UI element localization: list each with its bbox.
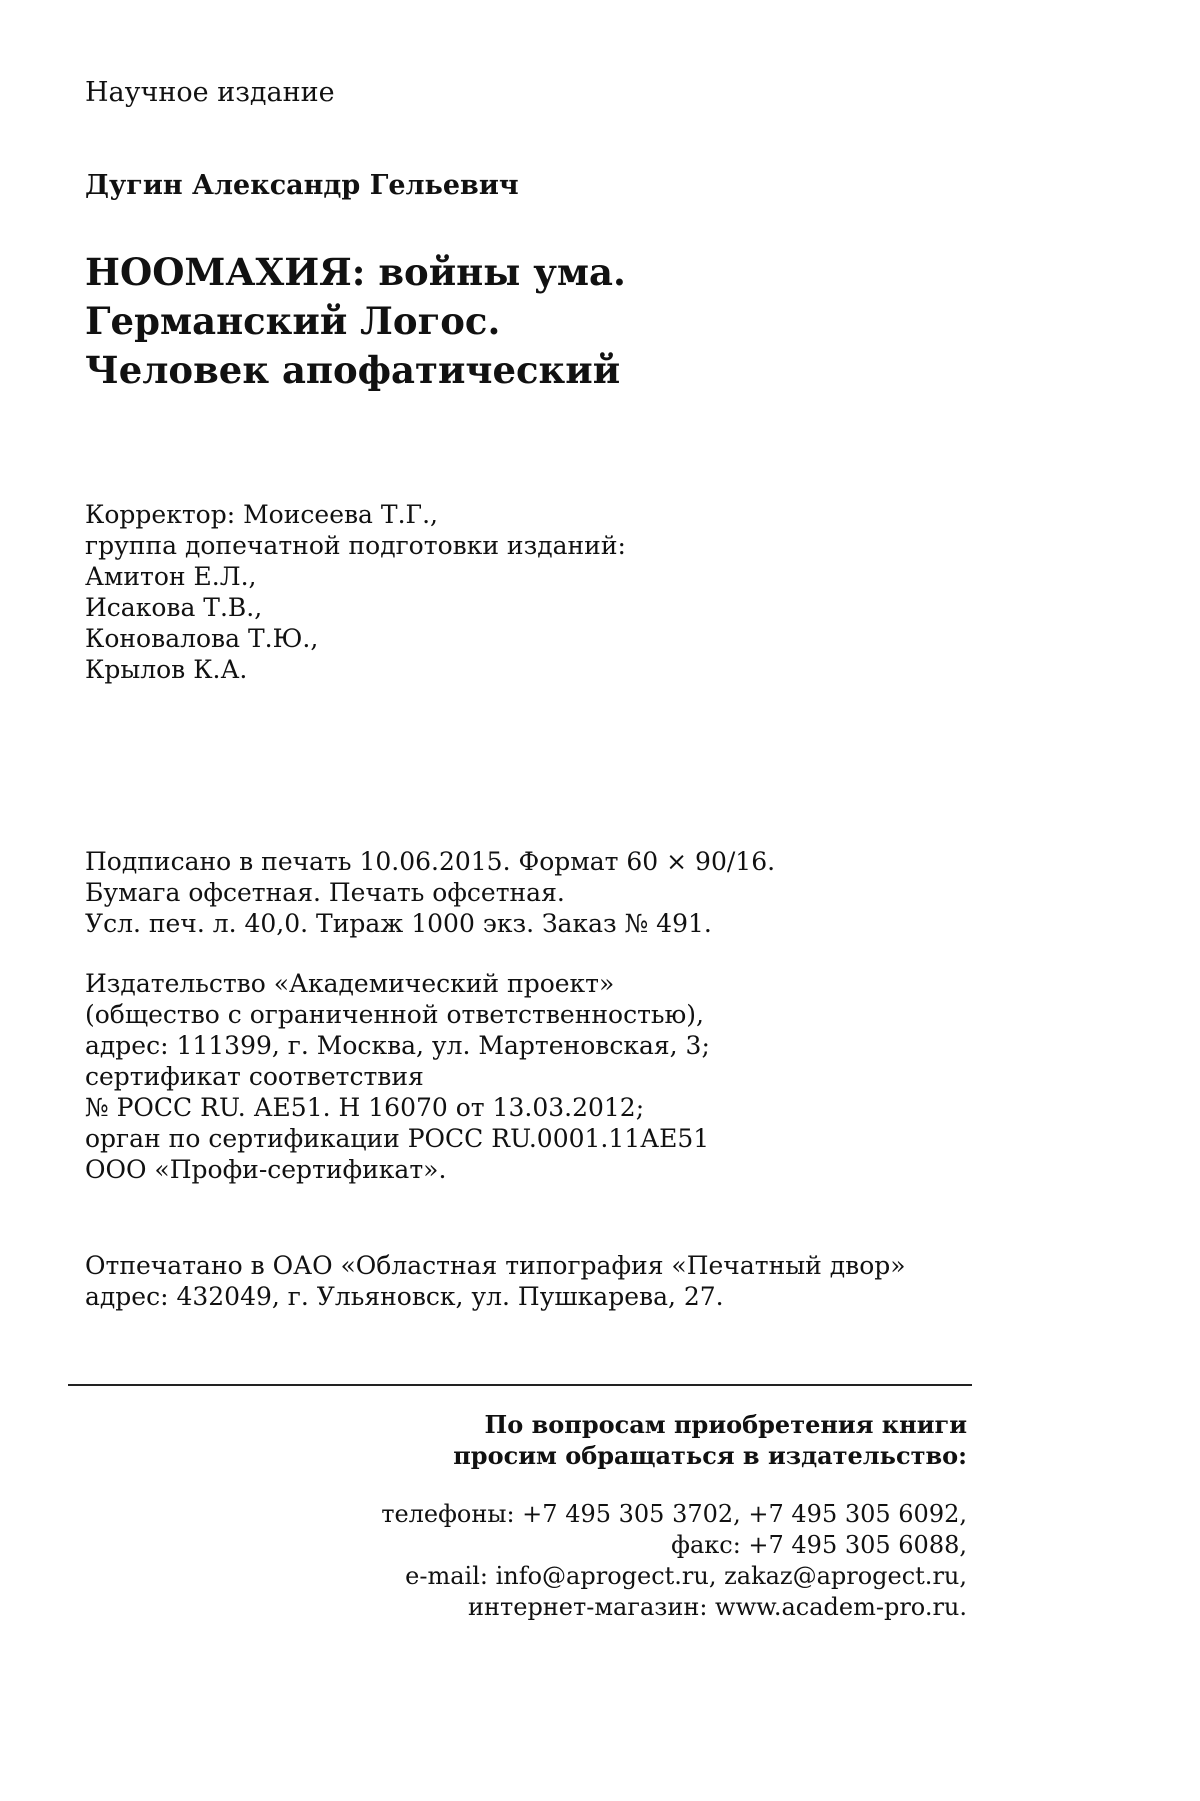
staff-credits [85, 499, 626, 685]
author-name: Дугин Александр Гельевич [85, 170, 519, 201]
staff-line: группа допечатной подготовки изданий: [85, 531, 626, 560]
title-line: Человек апофатический [85, 348, 621, 392]
publisher-line: орган по сертификации РОСС RU.0001.11АЕ51 [85, 1124, 710, 1153]
staff-line: Корректор: Моисеева Т.Г., [85, 500, 438, 529]
staff-line: Исакова Т.В., [85, 593, 263, 622]
inquiry-line: просим обращаться в издательство: [453, 1441, 967, 1470]
contact-line: e-mail: info@aprogect.ru, zakaz@aprogect.ru, [405, 1562, 967, 1590]
print-info-line: Бумага офсетная. Печать офсетная. [85, 878, 565, 907]
title-line: НООМАХИЯ: войны ума. [85, 250, 626, 294]
book-title [85, 248, 626, 395]
publisher-line: ООО «Профи-сертификат». [85, 1155, 447, 1184]
contact-line: факс: +7 495 305 6088, [671, 1531, 967, 1559]
print-info-line: Усл. печ. л. 40,0. Тираж 1000 экз. Заказ № 491. [85, 909, 712, 938]
staff-line: Крылов К.А. [85, 655, 248, 684]
publisher-line: Издательство «Академический проект» [85, 969, 615, 998]
publisher-contacts [381, 1499, 967, 1623]
contact-line: телефоны: +7 495 305 3702, +7 495 305 6092, [381, 1500, 967, 1528]
publisher-info [85, 968, 710, 1185]
staff-line: Амитон Е.Л., [85, 562, 257, 591]
printer-line: Отпечатано в ОАО «Областная типография «Печатный двор» [85, 1251, 906, 1280]
publisher-line: адрес: 111399, г. Москва, ул. Мартеновская, 3; [85, 1031, 710, 1060]
edition-type: Научное издание [85, 77, 335, 108]
inquiry-line: По вопросам приобретения книги [484, 1410, 967, 1439]
staff-line: Коновалова Т.Ю., [85, 624, 319, 653]
printer-line: адрес: 432049, г. Ульяновск, ул. Пушкарева, 27. [85, 1282, 724, 1311]
printer-info [85, 1250, 906, 1312]
publisher-line: сертификат соответствия [85, 1062, 424, 1091]
contact-line: интернет-магазин: www.academ-pro.ru. [467, 1593, 967, 1621]
purchase-inquiry [453, 1409, 967, 1471]
print-info-line: Подписано в печать 10.06.2015. Формат 60 × 90/16. [85, 847, 776, 876]
publisher-line: (общество с ограниченной ответственностью), [85, 1000, 705, 1029]
divider [68, 1384, 972, 1386]
publisher-line: № РОСС RU. АЕ51. Н 16070 от 13.03.2012; [85, 1093, 645, 1122]
print-info [85, 846, 775, 939]
title-line: Германский Логос. [85, 299, 501, 343]
